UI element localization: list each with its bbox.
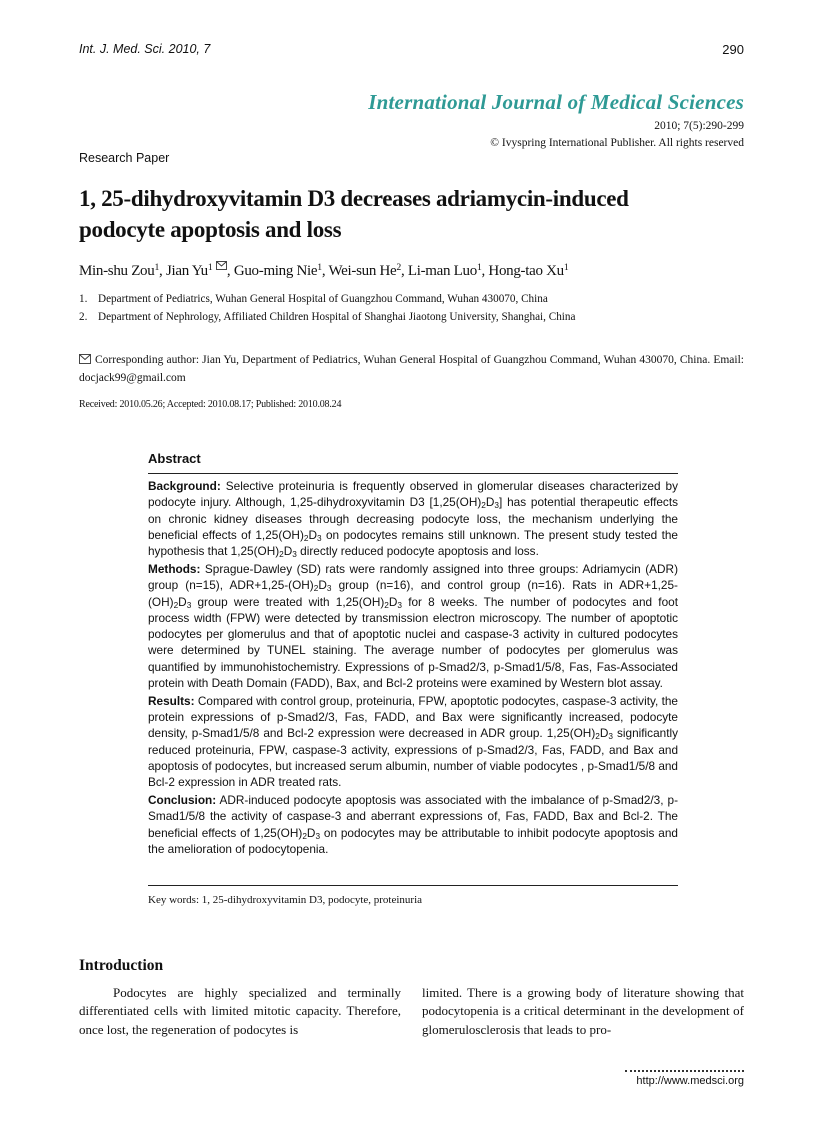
citation: 2010; 7(5):290-299: [654, 120, 744, 132]
keywords: Key words: 1, 25-dihydroxyvitamin D3, podocyte, proteinuria: [148, 894, 423, 906]
running-header-journal: Int. J. Med. Sci. 2010, 7: [79, 42, 211, 56]
page-number: 290: [722, 42, 744, 57]
footer-url-link[interactable]: http://www.medsci.org: [636, 1075, 744, 1087]
author-affiliation-mark: 2: [396, 262, 401, 273]
introduction-heading: Introduction: [79, 957, 164, 974]
correspondence: [79, 352, 744, 387]
abstract-conclusion-label: Conclusion:: [148, 793, 217, 808]
affiliation-item: [79, 311, 744, 323]
author-name[interactable]: Min-shu Zou: [79, 263, 155, 279]
envelope-icon: [212, 263, 226, 279]
author-name[interactable]: Wei-sun He: [328, 263, 397, 279]
affiliation-item: [79, 293, 744, 305]
author-affiliation-mark: 1: [563, 262, 569, 273]
abstract-results-label: Results:: [148, 693, 195, 708]
abstract-heading: Abstract: [148, 451, 201, 466]
abstract-background-label: Background:: [148, 479, 221, 493]
journal-name[interactable]: International Journal of Medical Sciences: [368, 90, 744, 114]
abstract-body: [148, 478, 678, 859]
publication-dates: Received: 2010.05.26; Accepted: 2010.08.17; Published: 2010.08.24: [79, 399, 342, 410]
author-name[interactable]: Jian Yu: [165, 263, 208, 279]
author-name[interactable]: Hong-tao Xu: [488, 263, 564, 279]
paper-type: Research Paper: [79, 151, 170, 165]
abstract-bottom-rule: [148, 885, 678, 886]
envelope-icon: [79, 354, 95, 366]
abstract-results: Results: Compared with control group, proteinuria, FPW, apoptotic podocytes, caspase-3 activity, the protein expressions of p-Smad2/3, Fas, FADD, and Bax were significantly increased, podocyte density, p-Smad1/5/8 and Bcl-2 expression were decreased in ADR group. $1,25(OH)_2D_3$ significantly reduced proteinuria, FPW, caspase-3 activity, expressions of p-Smad2/3, Fas, FADD, and Bax and apoptosis of podocytes, but increased serum albumin, number of viable podocytes , p-Smad1/5/8 and Bcl-2 expression in ADR treated rats.: [148, 693, 678, 790]
author-list: Min-shu Zou$^1$, Jian Yu$^1$ , Guo-ming Nie$^1$, Wei-sun He$^2$, Li-man Luo$^1$, Hong-tao Xu$^1$: [79, 262, 569, 279]
author-affiliation-mark: 1: [476, 262, 482, 273]
author-affiliation-mark: 1: [154, 262, 160, 273]
affiliation-text: Department of Pediatrics, Wuhan General Hospital of Guangzhou Command, Wuhan 430070, China: [98, 293, 548, 305]
abstract-conclusion: Conclusion: ADR-induced podocyte apoptosis was associated with the imbalance of p-Smad2/3, p-Smad1/5/8 the activity of caspase-3 and aberrant expressions of, Fas, FADD, Bax and Bcl-2. The beneficial effects of $1,25(OH)_2D_3$ on podocytes may be attributable to inhibit podocyte apoptosis and the amelioration of podocytopenia.: [148, 793, 678, 857]
introduction-column-right: limited. There is a growing body of literature showing that podocytopenia is a critical determinant in the development of glomerulosclerosis that leads to pro-: [422, 985, 744, 1037]
affiliation-number: 2.: [79, 311, 88, 323]
author-affiliation-mark: 1: [317, 262, 322, 273]
copyright-notice: © Ivyspring International Publisher. All rights reserved: [490, 137, 744, 149]
introduction-column-left: Podocytes are highly specialized and terminally differentiated cells with limited mitotic capacity. Therefore, once lost, the regeneration of podocytes is: [79, 985, 401, 1037]
abstract-methods-label: Methods:: [148, 561, 201, 576]
footer-divider: [625, 1070, 744, 1072]
author-affiliation-mark: 1: [207, 262, 213, 273]
abstract-top-rule: [148, 473, 678, 474]
author-name[interactable]: Li-man Luo: [407, 263, 477, 279]
paper-title: 1, 25-dihydroxyvitamin D3 decreases adriamycin-induced podocyte apoptosis and loss: [79, 186, 629, 242]
abstract-methods: Methods: Sprague-Dawley (SD) rats were randomly assigned into three groups: Adriamycin (ADR) group (n=15), $ADR+1,25-(OH)_2D_3$ group (n=16), and control group (n=16). Rats in $ADR+1,25-(OH)_2D_3$ group were treated with $1,25(OH)_2D_3$ for 8 weeks. The number of podocytes and foot process width (FPW) were detected by transmission electron microscopy. The number of apoptotic podocytes per glomerulus and that of apoptotic nuclei and caspase-3 activity in cultured podocytes were determined by TUNEL staining. The average number of podocytes per glomerulus was quantified by immunohistochemistry. Expressions of p-Smad2/3, p-Smad1/5/8, Fas, Fas-Associated protein with Death Domain (FADD), Bax, and Bcl-2 proteins were examined by Western blot assay.: [148, 561, 678, 691]
correspondence-text: Corresponding author: Jian Yu, Department of Pediatrics, Wuhan General Hospital of Guangzhou Command, Wuhan 430070, China. Email: docjack99@gmail.com: [79, 354, 744, 384]
affiliation-number: 1.: [79, 293, 88, 305]
author-name[interactable]: Guo-ming Nie: [233, 263, 318, 279]
abstract-background: Background: Selective proteinuria is frequently observed in glomerular diseases characterized by podocyte injury. Although, 1,25-dihydroxyvitamin D3 $[1,25(OH)_2D_3]$ has potential therapeutic effects on chronic kidney diseases through decreasing podocyte loss, the mechanism underlying the beneficial effects of $1,25(OH)_2D_3$ on podocytes remains still unknown. The present study tested the hypothesis that $1,25(OH)_2D_3$ directly reduced podocyte apoptosis and loss.: [148, 479, 678, 560]
affiliation-text: Department of Nephrology, Affiliated Children Hospital of Shanghai Jiaotong University, Shanghai, China: [98, 311, 576, 323]
